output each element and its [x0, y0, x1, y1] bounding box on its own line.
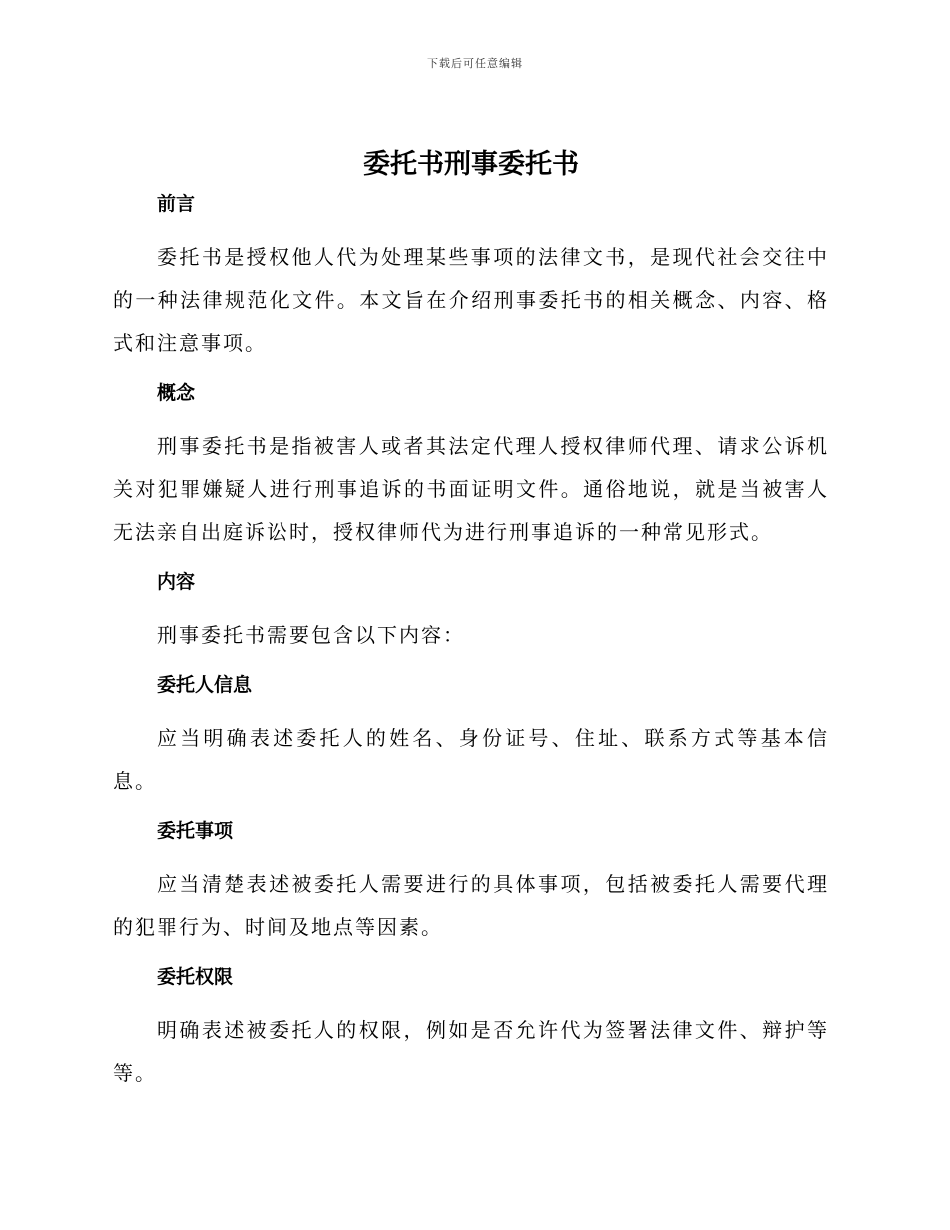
section-heading: 前言: [157, 193, 196, 215]
section-heading: 委托人信息: [157, 674, 253, 696]
section-authority-scope: [113, 964, 829, 1095]
section-paragraph: 刑事委托书需要包含以下内容：: [157, 623, 465, 647]
section-heading: 委托权限: [157, 966, 234, 988]
section-preface: [113, 191, 829, 365]
section-entrusted-matters: [113, 818, 829, 949]
section-heading: 委托事项: [157, 820, 234, 842]
section-heading: 概念: [157, 382, 196, 404]
section-paragraph: 应当明确表述委托人的姓名、身份证号、住址、联系方式等基本信息。: [113, 726, 829, 793]
document-title: 委托书刑事委托书: [363, 149, 579, 180]
document-body: [113, 145, 829, 1095]
section-principal-info: [113, 672, 829, 803]
section-paragraph: 应当清楚表述被委托人需要进行的具体事项，包括被委托人需要代理的犯罪行为、时间及地点等因素。: [113, 872, 829, 939]
page-header-note: 下载后可任意编辑: [427, 57, 523, 70]
section-concept: [113, 380, 829, 554]
section-paragraph: 委托书是授权他人代为处理某些事项的法律文书，是现代社会交往中的一种法律规范化文件。本文旨在介绍刑事委托书的相关概念、内容、格式和注意事项。: [113, 245, 829, 355]
section-heading: 内容: [157, 571, 196, 593]
section-paragraph: 明确表述被委托人的权限，例如是否允许代为签署法律文件、辩护等等。: [113, 1018, 829, 1085]
section-content: [113, 569, 829, 657]
section-paragraph: 刑事委托书是指被害人或者其法定代理人授权律师代理、请求公诉机关对犯罪嫌疑人进行刑事追诉的书面证明文件。通俗地说，就是当被害人无法亲自出庭诉讼时，授权律师代为进行刑事追诉的一种常见形式。: [113, 434, 829, 544]
